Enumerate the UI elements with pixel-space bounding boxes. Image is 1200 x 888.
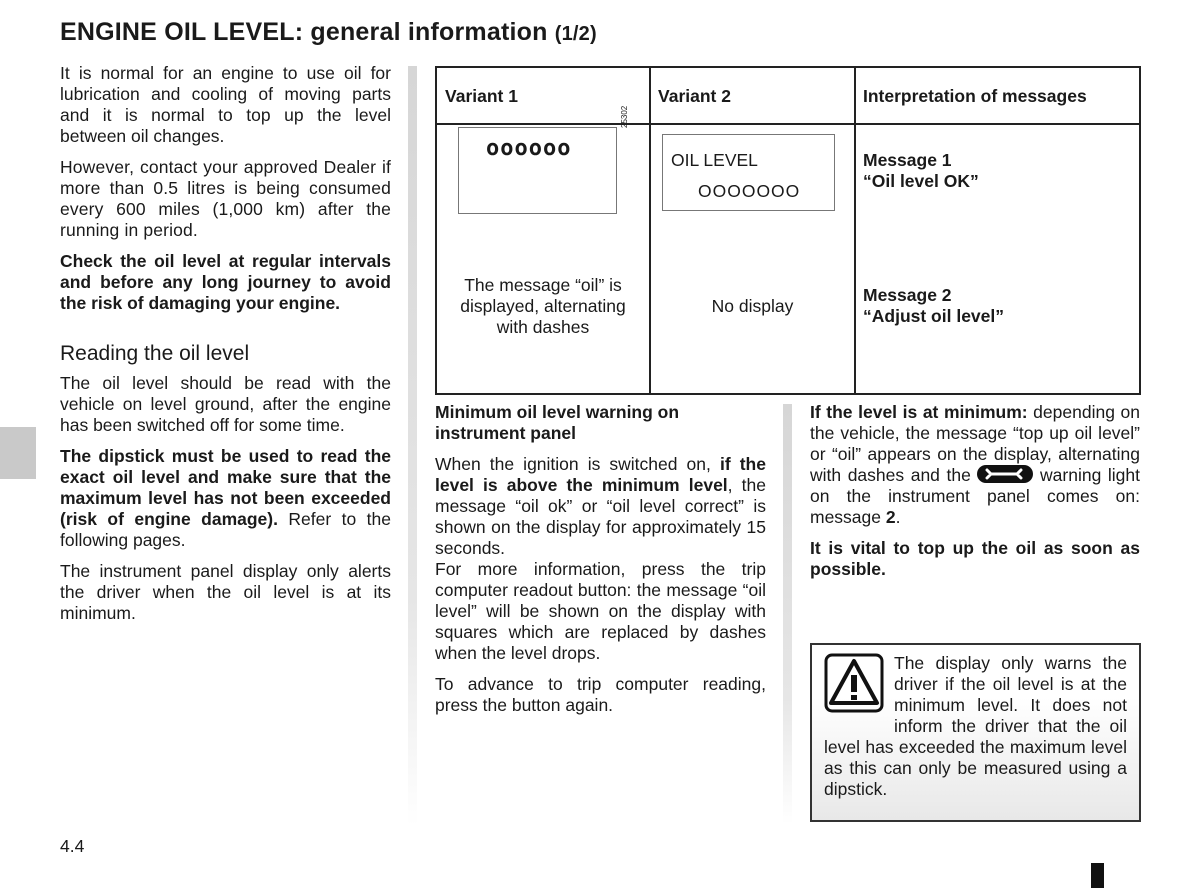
reading-heading: Reading the oil level xyxy=(60,342,250,365)
column-divider-left xyxy=(408,66,417,826)
header-interpretation: Interpretation of messages xyxy=(863,86,1087,106)
message-2-title: Message 2 xyxy=(863,285,952,305)
message-2 xyxy=(863,285,1004,327)
top-up-paragraph: It is vital to top up the oil as soon as possible. xyxy=(810,538,1140,579)
display-paragraph: The instrument panel display only alerts the driver when the oil level is at its minimum. xyxy=(60,561,391,623)
wrench-warning-icon xyxy=(977,465,1033,483)
dealer-paragraph: However, contact your approved Dealer if more than 0.5 litres is being consumed every 600 miles (1,000 km) after the running in period. xyxy=(60,157,391,240)
column-2 xyxy=(435,402,766,716)
table-divider xyxy=(649,68,651,393)
page-number: 4.4 xyxy=(60,836,85,856)
ignition-text-a: When the ignition is switched on, xyxy=(435,454,711,474)
intro-paragraph: It is normal for an engine to use oil for lubrication and cooling of moving parts and it is normal to top up the level between oil changes. xyxy=(60,63,391,146)
column-3 xyxy=(810,402,1140,580)
advance-paragraph: To advance to trip computer reading, press the button again. xyxy=(435,674,766,715)
table-divider xyxy=(437,123,1139,125)
section-tab xyxy=(0,427,36,479)
reading-paragraph: The oil level should be read with the vehicle on level ground, after the engine has been switched off for some time. xyxy=(60,373,391,435)
variant-2-description: No display xyxy=(711,296,794,316)
warning-content xyxy=(824,653,1127,800)
header-variant-2: Variant 2 xyxy=(658,86,731,106)
message-number: 2 xyxy=(885,507,896,527)
message-1 xyxy=(863,150,979,192)
dipstick-rest: Refer to the following pages. xyxy=(60,509,391,550)
ignition-paragraph xyxy=(435,454,766,559)
title-main: ENGINE OIL LEVEL: general information xyxy=(60,18,548,46)
minimum-paragraph xyxy=(810,402,1140,528)
table-divider xyxy=(854,68,856,393)
minimum-bold: If the level is at minimum: xyxy=(810,402,1028,422)
check-paragraph: Check the oil level at regular intervals and before any long journey to avoid the risk of damaging your engine. xyxy=(60,251,391,313)
warning-text: The display only warns the driver if the oil level is at the minimum level. It does not inform the driver that the oil level has exceeded the maximum level as this can only be measured using a dipstick. xyxy=(824,653,1127,799)
display-line-2: OOOOOOO xyxy=(698,181,801,201)
warning-triangle-icon xyxy=(824,653,894,717)
dipstick-paragraph xyxy=(60,446,391,551)
message-1-title: Message 1 xyxy=(863,150,952,170)
variant-2-display xyxy=(662,134,835,211)
ignition-text-bold: if the level is above the minimum level xyxy=(435,454,766,495)
display-line-1: OIL LEVEL xyxy=(671,150,758,170)
minimum-text-b: warning light on the instrument panel comes on: message xyxy=(810,465,1140,527)
column-1 xyxy=(60,63,391,624)
trip-computer-paragraph: For more information, press the trip computer readout button: the message “oil level” will be shown on the display with squares which are replaced by dashes when the level drops. xyxy=(435,559,766,663)
column-divider-right xyxy=(783,404,792,824)
title-part: (1/2) xyxy=(554,23,597,45)
message-1-text: “Oil level OK” xyxy=(863,171,979,191)
message-2-text: “Adjust oil level” xyxy=(863,306,1004,326)
warning-box xyxy=(810,643,1141,822)
variant-1-display xyxy=(458,127,617,214)
min-level-heading: Minimum oil level warning on instrument panel xyxy=(435,402,680,443)
image-code: 25302 xyxy=(620,105,629,128)
minimum-text-a: depending on the vehicle, the message “top up oil level” or “oil” appears on the display, alternating with dashes and the xyxy=(810,402,1140,485)
header-variant-1: Variant 1 xyxy=(445,86,518,106)
page-title xyxy=(60,18,597,47)
dipstick-bold: The dipstick must be used to read the exact oil level and make sure that the maximum level has not been exceeded (risk of engine damage). xyxy=(60,446,391,529)
ignition-text-b: , the message “oil ok” or “oil level correct” is shown on the display for approximately 15 seconds. xyxy=(435,475,766,558)
minimum-text-end: . xyxy=(895,507,901,527)
corner-mark xyxy=(1091,863,1104,888)
display-segments: oooooo xyxy=(486,136,572,161)
variants-table xyxy=(435,66,1141,395)
variant-1-description: The message “oil” is displayed, alternating with dashes xyxy=(460,275,626,337)
